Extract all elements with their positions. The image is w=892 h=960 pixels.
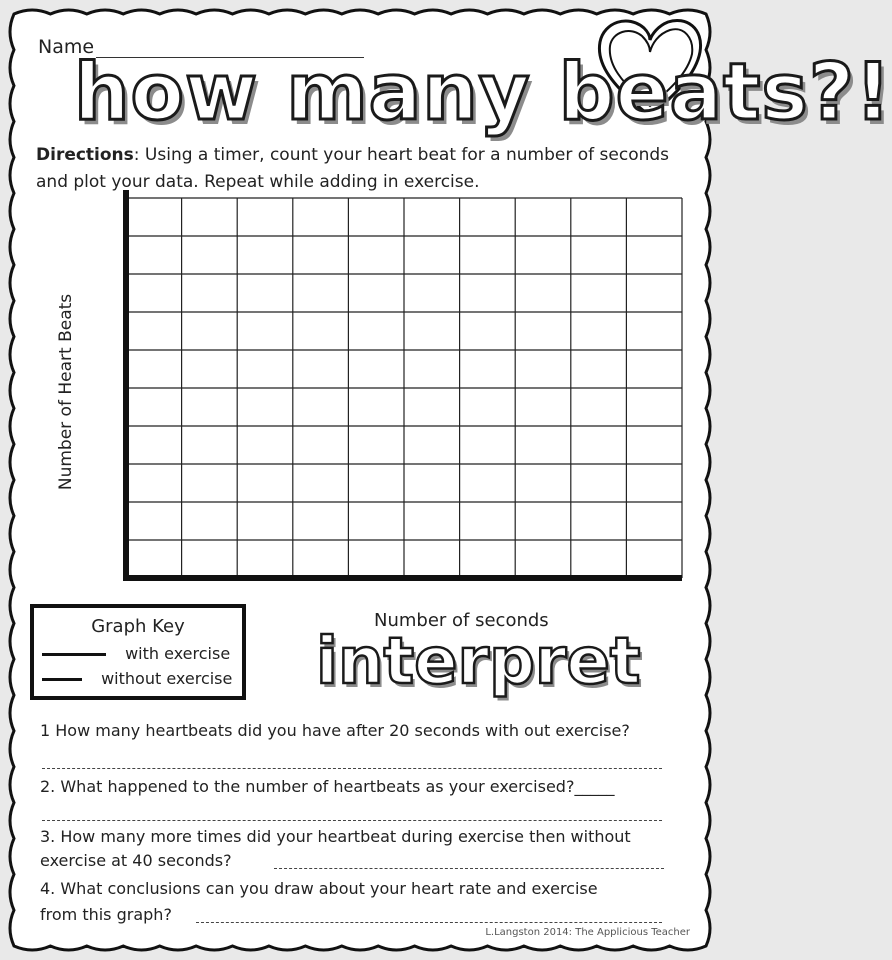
key-item-label: without exercise — [101, 669, 233, 688]
worksheet-page — [6, 6, 892, 954]
key-line-swatch — [42, 678, 82, 681]
question-3-continued: exercise at 40 seconds? — [40, 851, 232, 870]
x-axis-label: Number of seconds — [374, 610, 549, 631]
answer-line-3[interactable] — [274, 868, 664, 869]
key-item-without-exercise — [42, 669, 232, 688]
answer-line-2[interactable] — [42, 820, 662, 821]
question-4: 4. What conclusions can you draw about your heart rate and exercise — [40, 879, 598, 898]
question-3: 3. How many more times did your heartbeat during exercise then without — [40, 827, 631, 846]
interpret-heading: interpret — [316, 625, 641, 699]
credit-text: L.Langston 2014: The Applicious Teacher — [485, 927, 690, 938]
key-line-swatch — [42, 653, 106, 656]
y-axis-label-text: Number of Heart Beats — [56, 293, 76, 491]
question-4-continued: from this graph? — [40, 905, 172, 924]
graph-key — [30, 604, 246, 700]
page-title: how many beats?! — [74, 48, 892, 138]
question-1: 1 How many heartbeats did you have after 20 seconds with out exercise? — [40, 721, 630, 740]
key-item-with-exercise — [42, 644, 230, 663]
name-label: Name — [38, 36, 95, 58]
directions-text — [36, 142, 676, 196]
answer-line-1[interactable] — [42, 768, 662, 769]
key-item-label: with exercise — [125, 644, 231, 663]
question-2: 2. What happened to the number of heartbeats as your exercised?_____ — [40, 777, 615, 796]
directions-body: : Using a timer, count your heart beat for a number of seconds and plot your data. Repeat while adding in exercise. — [36, 145, 670, 192]
graph-key-title: Graph Key — [91, 616, 185, 637]
directions-label: Directions — [36, 145, 134, 165]
graph-grid[interactable] — [114, 190, 684, 582]
answer-line-4[interactable] — [196, 922, 662, 923]
